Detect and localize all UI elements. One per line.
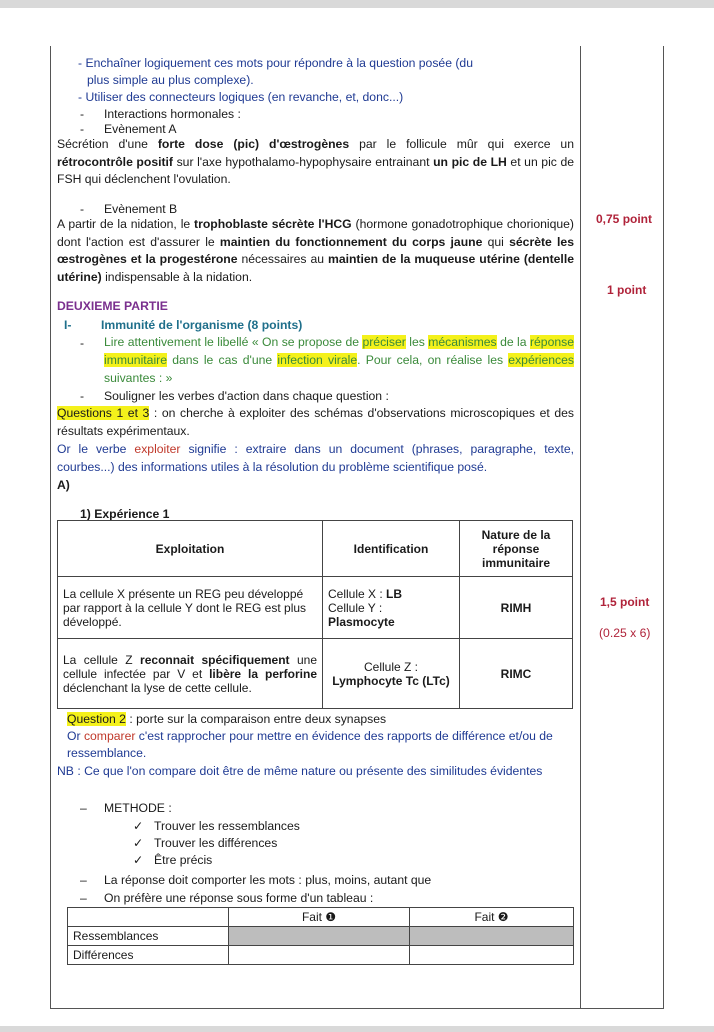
questions-1-3-paragraph: Questions 1 et 3 : on cherche à exploiter des schémas d'observations microscopiques et des résultats expérimentaux.: [57, 406, 574, 438]
methode-item-2: Trouver les différences: [154, 836, 278, 850]
points-075: 0,75 point: [596, 212, 653, 226]
interactions-title: Interactions hormonales :: [104, 107, 241, 121]
col-header-identification: Identification: [323, 521, 460, 577]
bullet-dash: –: [80, 873, 87, 887]
experience-table: [57, 520, 573, 709]
cmp-row-differences: Différences: [68, 946, 229, 965]
col-header-exploitation: Exploitation: [58, 521, 323, 577]
question-2-line: Question 2 : porte sur la comparaison entre deux synapses: [67, 712, 387, 726]
points-15-detail: (0.25 x 6): [599, 626, 651, 640]
top-bar: [0, 0, 714, 8]
part-a-label: A): [57, 478, 70, 492]
cmp-header-fait-1: Fait ❶: [229, 908, 410, 927]
intro-line-2: plus simple au plus complexe).: [87, 73, 254, 87]
comparison-table: [67, 907, 574, 965]
methode-item-1: Trouver les ressemblances: [154, 819, 300, 833]
bullet-dash: -: [80, 122, 85, 136]
check-icon: ✓: [133, 819, 144, 833]
comparer-definition: Or comparer c'est rapprocher pour mettre en évidence des rapports de différence et/ou de ressemblance.: [67, 729, 553, 760]
instruction-paragraph: Lire attentivement le libellé « On se propose de préciser les mécanismes de la réponse immunitaire dans le cas d'une infection virale. Pour cela, on réalise les expériences suivantes : »: [104, 335, 575, 385]
points-15: 1,5 point: [600, 595, 650, 609]
row1-nature: RIMH: [460, 577, 573, 639]
check-icon: ✓: [133, 836, 144, 850]
event-a-title: Evènement A: [104, 122, 177, 136]
col-header-nature: Nature de la réponse immunitaire: [460, 521, 573, 577]
nb-note: NB : Ce que l'on compare doit être de même nature ou présente des similitudes évidentes: [57, 764, 543, 778]
row2-identification: Cellule Z : Lymphocyte Tc (LTc): [323, 639, 460, 709]
section-number: I-: [64, 318, 72, 332]
bullet-dash: –: [80, 891, 87, 905]
cmp-cell: [229, 946, 410, 965]
intro-line-1: - Enchaîner logiquement ces mots pour répondre à la question posée (du: [78, 56, 473, 70]
part-two-title: DEUXIEME PARTIE: [57, 299, 168, 313]
event-a-paragraph: Sécrétion d'une forte dose (pic) d'œstrogènes par le follicule mûr qui exerce un rétrocontrôle positif sur l'axe hypothalamo-hypophysaire entrainant un pic de LH et un pic de FSH qui déclenchent l'ovulation.: [57, 137, 575, 187]
bullet-dash: -: [80, 202, 85, 216]
row2-nature: RIMC: [460, 639, 573, 709]
section-title: Immunité de l'organisme (8 points): [101, 318, 303, 332]
exploiter-definition: Or le verbe exploiter signifie : extraire dans un document (phrases, paragraphe, texte, courbes...) des informations utiles à la résolution du problème scientifique posé.: [57, 442, 574, 474]
cmp-cell: [410, 946, 574, 965]
cmp-corner: [68, 908, 229, 927]
souligner-line: Souligner les verbes d'action dans chaque question :: [104, 389, 389, 403]
cmp-cell: [229, 927, 410, 946]
bottom-bar: [0, 1026, 714, 1032]
bullet-dash: –: [80, 801, 87, 815]
response-table-line: On préfère une réponse sous forme d'un tableau :: [104, 891, 374, 905]
methode-title: METHODE :: [104, 801, 172, 815]
row1-identification: Cellule X : LB Cellule Y : Plasmocyte: [323, 577, 460, 639]
cmp-row-ressemblances: Ressemblances: [68, 927, 229, 946]
bullet-dash: -: [80, 336, 85, 350]
event-b-paragraph: A partir de la nidation, le trophoblaste sécrète l'HCG (hormone gonadotrophique chorionique) dont l'action est d'assurer le maintien du fonctionnement du corps jaune qui sécrète les œstrogènes et la progestérone nécessaires au maintien de la muqueuse utérine (dentelle utérine) indispensable à la nidation.: [57, 217, 574, 284]
bullet-dash: -: [80, 389, 85, 403]
cmp-header-fait-2: Fait ❷: [410, 908, 574, 927]
points-column-separator: [580, 46, 581, 1008]
methode-item-3: Être précis: [154, 853, 213, 867]
check-icon: ✓: [133, 853, 144, 867]
points-1: 1 point: [607, 283, 647, 297]
cmp-cell: [410, 927, 574, 946]
row1-exploitation: La cellule X présente un REG peu développé par rapport à la cellule Y dont le REG est plus développé.: [58, 577, 323, 639]
event-b-title: Evènement B: [104, 202, 178, 216]
row2-exploitation: La cellule Z reconnait spécifiquement une cellule infectée par V et libère la perforine déclenchant la lyse de cette cellule.: [58, 639, 323, 709]
response-words-line: La réponse doit comporter les mots : plus, moins, autant que: [104, 873, 432, 887]
intro-line-3: - Utiliser des connecteurs logiques (en revanche, et, donc...): [78, 90, 404, 104]
experience-1-title: 1) Expérience 1: [80, 507, 170, 521]
bullet-dash: -: [80, 107, 85, 121]
